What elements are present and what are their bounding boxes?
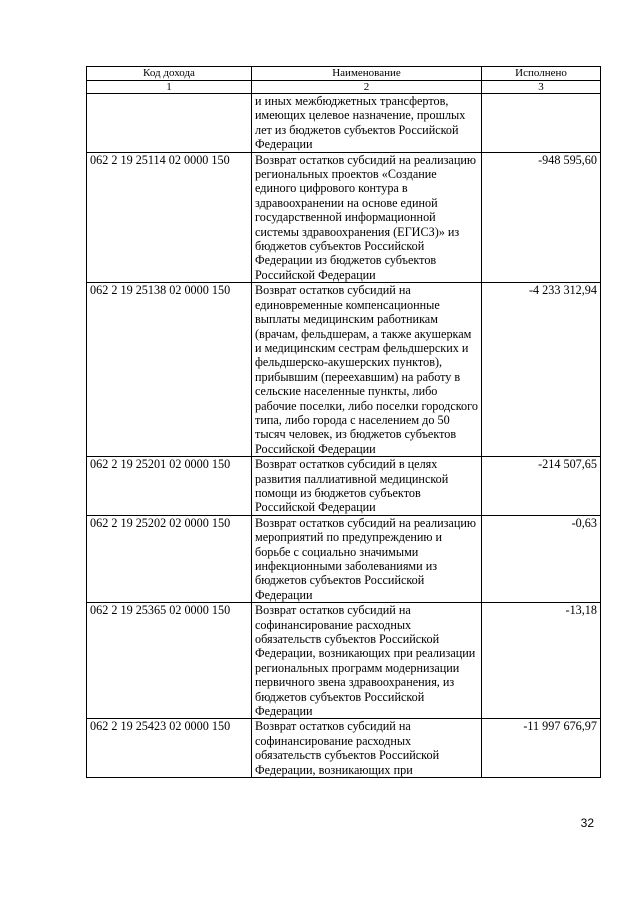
income-code-cell: 062 2 19 25202 02 0000 150 (87, 515, 252, 602)
table-row (87, 603, 601, 719)
header-name: Наименование (252, 67, 482, 81)
income-code-cell: 062 2 19 25423 02 0000 150 (87, 719, 252, 778)
table-row (87, 152, 601, 283)
column-number-2: 2 (252, 80, 482, 94)
name-cell: Возврат остатков субсидий на реализацию мероприятий по предупреждению и борьбе с социально значимыми инфекционными заболеваниями из бюджетов субъектов Российской Федерации (252, 515, 482, 602)
name-cell: Возврат остатков субсидий на реализацию региональных проектов «Создание единого цифрового контура в здравоохранении на основе единой государственной информационной системы здравоохранения (ЕГИСЗ)» из бюджетов субъектов Российской Федерации из бюджетов субъектов Российской Федерации (252, 152, 482, 283)
executed-cell (482, 94, 601, 153)
table-row (87, 457, 601, 516)
name-cell: Возврат остатков субсидий на софинансирование расходных обязательств субъектов Российской Федерации, возникающих при (252, 719, 482, 778)
name-cell: Возврат остатков субсидий на софинансирование расходных обязательств субъектов Российской Федерации, возникающих при реализации региональных программ модернизации первичного звена здравоохранения, из бюджетов субъектов Российской Федерации (252, 603, 482, 719)
table-row (87, 719, 601, 778)
name-cell: и иных межбюджетных трансфертов, имеющих целевое назначение, прошлых лет из бюджетов субъектов Российской Федерации (252, 94, 482, 153)
name-cell: Возврат остатков субсидий на единовременные компенсационные выплаты медицинским работникам (врачам, фельдшерам, а также акушеркам и медицинским сестрам фельдшерских и фельдшерско-акушерских пунктов), прибывшим (переехавшим) на работу в сельские населенные пункты, либо рабочие поселки, либо поселки городского типа, либо города с населением до 50 тысяч человек, из бюджетов субъектов Российской Федерации (252, 283, 482, 457)
name-cell: Возврат остатков субсидий в целях развития паллиативной медицинской помощи из бюджетов субъектов Российской Федерации (252, 457, 482, 516)
table-body (87, 94, 601, 778)
header-income-code: Код дохода (87, 67, 252, 81)
executed-cell: -13,18 (482, 603, 601, 719)
income-code-cell: 062 2 19 25114 02 0000 150 (87, 152, 252, 283)
table-row (87, 94, 601, 153)
executed-cell: -214 507,65 (482, 457, 601, 516)
header-executed: Исполнено (482, 67, 601, 81)
income-code-cell: 062 2 19 25138 02 0000 150 (87, 283, 252, 457)
income-code-cell: 062 2 19 25201 02 0000 150 (87, 457, 252, 516)
executed-cell: -0,63 (482, 515, 601, 602)
executed-cell: -948 595,60 (482, 152, 601, 283)
table-header (87, 67, 601, 94)
column-number-3: 3 (482, 80, 601, 94)
table-row (87, 515, 601, 602)
table-row (87, 283, 601, 457)
income-code-cell: 062 2 19 25365 02 0000 150 (87, 603, 252, 719)
executed-cell: -11 997 676,97 (482, 719, 601, 778)
column-number-1: 1 (87, 80, 252, 94)
page-number: 32 (580, 816, 594, 830)
revenue-table (86, 66, 601, 778)
executed-cell: -4 233 312,94 (482, 283, 601, 457)
header-row (87, 67, 601, 81)
column-number-row (87, 80, 601, 94)
income-code-cell (87, 94, 252, 153)
